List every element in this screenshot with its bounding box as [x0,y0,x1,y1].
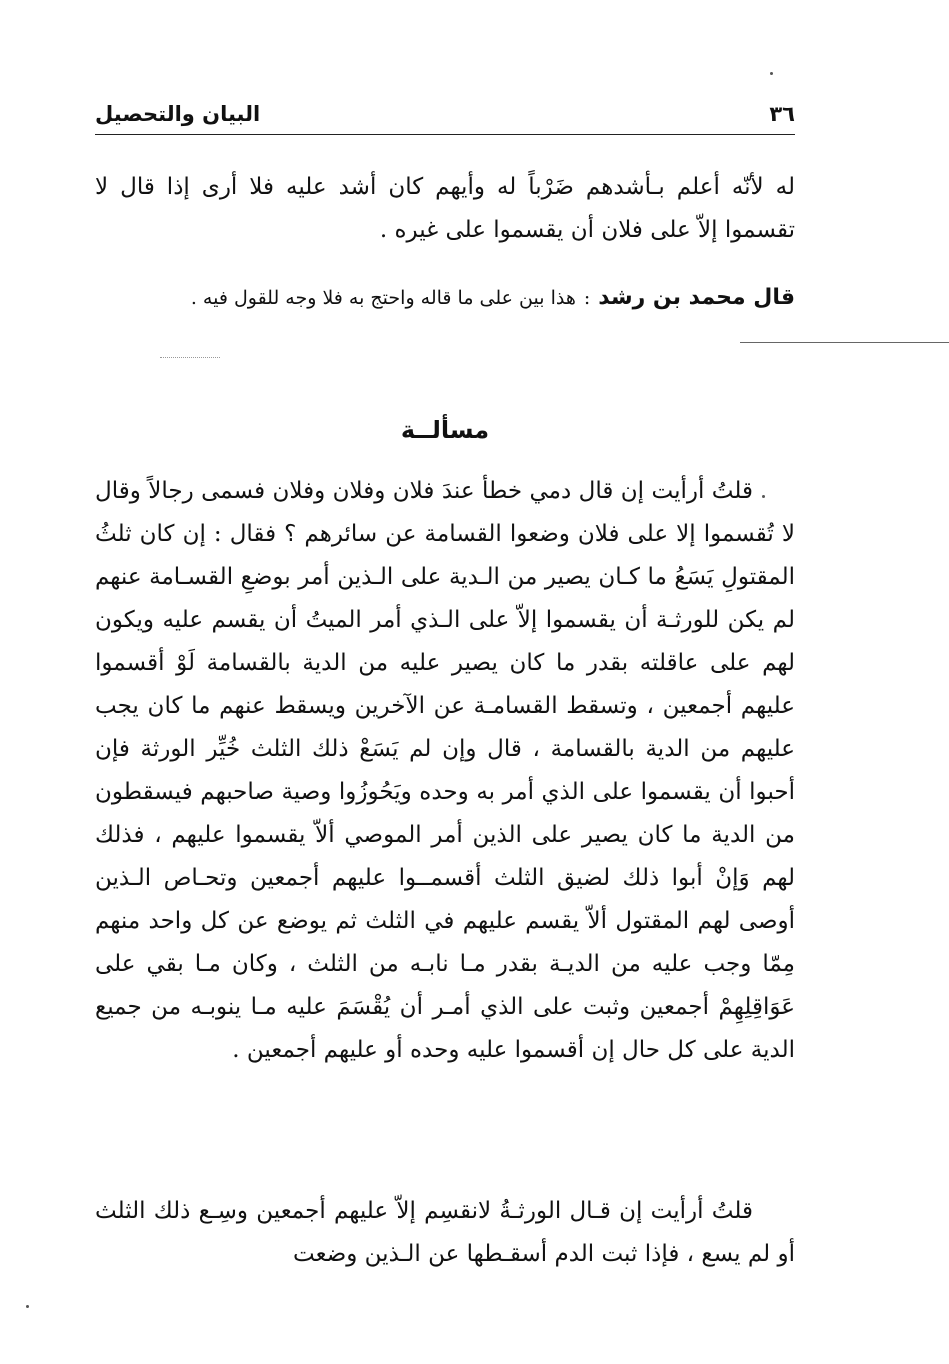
main-paragraph [95,470,795,1072]
page-number: ٣٦ [769,102,795,126]
scan-artifact-line [740,342,949,343]
scan-artifact-line [160,357,220,358]
final-paragraph [95,1190,795,1276]
section-title: مسألــة [400,416,490,444]
commentator-name: قال محمد بن رشد [598,285,795,310]
running-header [95,96,795,132]
running-title: البيان والتحصيل [95,102,261,126]
commentary-paragraph [95,276,795,320]
separator: : [583,287,591,309]
scan-speck [762,495,765,498]
continuation-paragraph [95,166,795,252]
paragraph-text: له لأنّه أعلم بـأشدهم ضَرْباً له وأيهم كان أشد عليه فلا أرى إذا قال لا تقسموا إلاّ على فلان أن يقسموا على غيره . [95,174,795,243]
commentary-text: هذا بين على ما قاله واحتج به فلا وجه للقول فيه . [190,287,576,309]
scan-speck [26,1305,29,1308]
scan-speck [770,72,773,75]
paragraph-text: قلتُ أرأيت إن قال دمي خطأ عندَ فلان وفلان وفلان فسمى رجالاً وقال لا تُقسموا إلا على فلان وضعوا القسامة عن سائرهم ؟ فقال : إن كان ثلثُ المقتولِ يَسَعُ ما كـان يصير من الـدية على الـذين أمر بوضعِ القسـامة عنهم لم يكن للورثـة أن يقسموا إلاّ على الـذي أمر الميتُ أن يقسم عليه ويكون لهم على عاقلته بقدر ما كان يصير عليه من الدية بالقسامة لَوْ أقسموا عليهم أجمعين ، وتسقط القسامـة عن الآخرين ويسقط عنهم ما كان يجب عليهم من الدية بالقسامة ، قال وإن لم يَسَعْ ذلك الثلث خُيِّر الورثة فإن أحبوا أن يقسموا على الذي أمر به وحده ويَحُوزُوا وصية صاحبهم فيسقطون من الدية ما كان يصير على الذين أمر الموصي ألاّ يقسموا عليهم ، فذلك لهم وَإنْ أبوا ذلك لضيق الثلث أقسمــوا عليهم أجمعين وتحـاص الـذين أوصى لهم المقتول ألاّ يقسم عليهم في الثلث ثم يوضع عن كل واحد منهم مِمّا وجب عليه من الديـة بقدر مـا نابـه من الثلث ، وكان مـا بقي على عَوَاقِلِهِمْ أجمعين وثبت على الذي أمـر أن يُقْسَمَ عليه مـا ينوبـه من جميع الدية على كل حال إن أقسموا عليه وحده أو عليهم أجمعين . [95,478,795,1063]
header-rule [95,134,795,135]
paragraph-text: قلتُ أرأيت إن قـال الورثـةُ لانقسِم إلاّ عليهم أجمعين وسِـع ذلك الثلث أو لم يسع ، فإذا ثبت الدم أسقـطها عن الـذين وضعت [95,1198,795,1267]
